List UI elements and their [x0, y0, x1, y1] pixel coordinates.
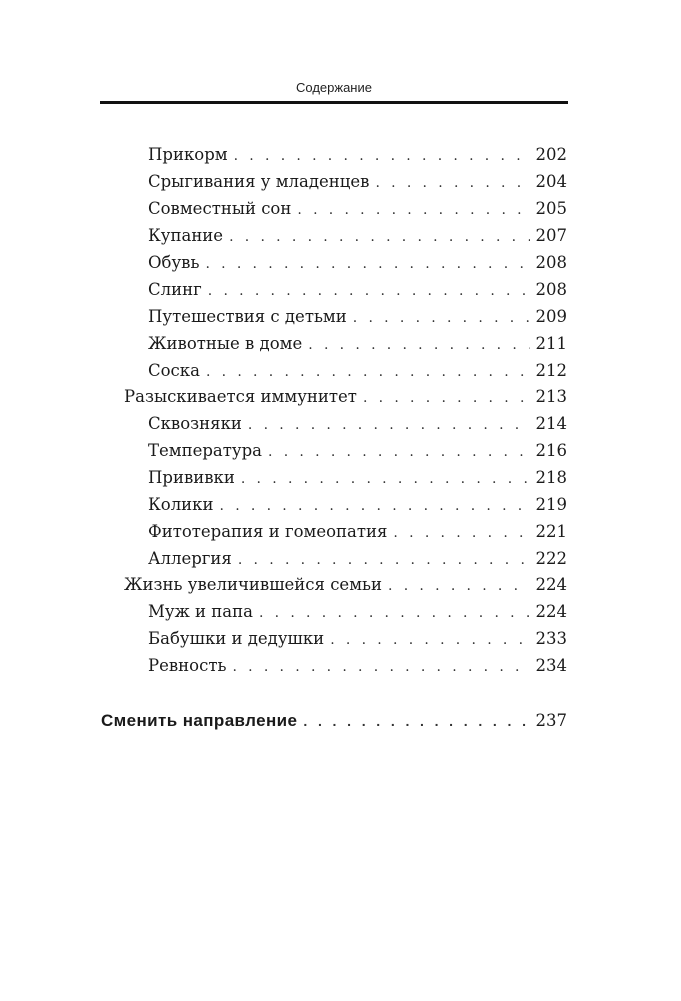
running-header: Содержание	[296, 80, 372, 95]
toc-entry-title: Прививки	[148, 468, 235, 487]
dot-leader	[232, 656, 529, 678]
dot-leader	[259, 602, 530, 624]
header-rule	[100, 101, 568, 104]
toc-entry-title: Разыскивается иммунитет	[124, 387, 357, 406]
toc-entry	[148, 171, 567, 194]
toc-entry	[148, 467, 567, 490]
toc-entry-title: Животные в доме	[148, 334, 303, 353]
toc-entry-page: 208	[535, 253, 567, 272]
toc-entry-page: 219	[535, 495, 567, 514]
toc-entry-title: Муж и папа	[148, 602, 253, 621]
dot-leader	[375, 172, 529, 194]
dot-leader	[241, 468, 530, 490]
toc-entry	[148, 225, 567, 248]
toc-entry-page: 214	[535, 414, 567, 433]
toc-entry-page: 205	[535, 199, 567, 218]
toc-entry	[148, 144, 567, 167]
toc-entry-page: 202	[535, 145, 567, 164]
toc-entry-title: Температура	[148, 441, 263, 460]
toc-entry-title: Соска	[148, 361, 200, 380]
toc-entry-title: Аллергия	[148, 549, 232, 568]
toc-entry-title: Сквозняки	[148, 414, 242, 433]
toc-entry-page: 221	[535, 522, 567, 541]
dot-leader	[393, 522, 529, 544]
toc-entry-page: 237	[535, 711, 567, 730]
toc-chapter-entry	[101, 710, 567, 732]
toc-entry	[148, 494, 567, 517]
toc-entry-title: Обувь	[148, 253, 200, 272]
dot-leader	[363, 387, 530, 409]
toc-entry	[148, 252, 567, 275]
toc-entry-title: Бабушки и дедушки	[148, 629, 325, 648]
toc-entry-page: 234	[535, 656, 567, 675]
toc-entry	[148, 413, 567, 436]
toc-entry-title: Фитотерапия и гомеопатия	[148, 522, 388, 541]
toc-entry	[148, 440, 567, 463]
dot-leader	[220, 495, 530, 517]
toc-entry-page: 207	[535, 226, 567, 245]
toc-entry-title: Слинг	[148, 280, 202, 299]
toc-entry	[148, 306, 567, 329]
toc-section-entry	[124, 574, 567, 597]
toc-entry	[148, 198, 567, 221]
toc-entry-title: Купание	[148, 226, 224, 245]
toc-entry	[148, 279, 567, 302]
toc-entry-title: Сменить направление	[101, 711, 298, 730]
toc-entry	[148, 601, 567, 624]
toc-entry	[148, 360, 567, 383]
dot-leader	[248, 414, 530, 436]
dot-leader	[268, 441, 529, 463]
toc-entry-title: Колики	[148, 495, 214, 514]
toc-entry	[148, 333, 567, 356]
toc-entry-page: 211	[535, 334, 567, 353]
toc-entry-page: 204	[535, 172, 567, 191]
toc-section-entry	[124, 386, 567, 409]
toc-entry-page: 209	[535, 307, 567, 326]
toc-entry-page: 213	[535, 387, 567, 406]
toc-entry	[148, 655, 567, 678]
toc-entry-page: 208	[535, 280, 567, 299]
toc-entry-page: 218	[535, 468, 567, 487]
toc-entry-page: 224	[535, 575, 567, 594]
dot-leader	[308, 334, 529, 356]
dot-leader	[353, 307, 530, 329]
toc-entry-title: Жизнь увеличившейся семьи	[124, 575, 383, 594]
toc-entry-page: 216	[535, 441, 567, 460]
toc-entry-page: 224	[535, 602, 567, 621]
toc-entry-title: Путешествия с детьми	[148, 307, 347, 326]
toc-entry-title: Прикорм	[148, 145, 228, 164]
toc-entry-page: 233	[535, 629, 567, 648]
dot-leader	[208, 280, 530, 302]
dot-leader	[330, 629, 529, 651]
toc-entry-title: Ревность	[148, 656, 227, 675]
dot-leader	[388, 575, 529, 597]
toc-entry	[148, 521, 567, 544]
dot-leader	[229, 226, 529, 248]
toc-entry	[148, 548, 567, 571]
toc-entry-page: 222	[535, 549, 567, 568]
toc-entry-title: Совместный сон	[148, 199, 292, 218]
dot-leader	[234, 145, 530, 167]
dot-leader	[205, 253, 529, 275]
dot-leader	[303, 710, 529, 732]
toc-entry-page: 212	[535, 361, 567, 380]
toc-entry-title: Срыгивания у младенцев	[148, 172, 370, 191]
toc-entry	[148, 628, 567, 651]
dot-leader	[238, 549, 530, 571]
dot-leader	[206, 361, 530, 383]
dot-leader	[297, 199, 529, 221]
